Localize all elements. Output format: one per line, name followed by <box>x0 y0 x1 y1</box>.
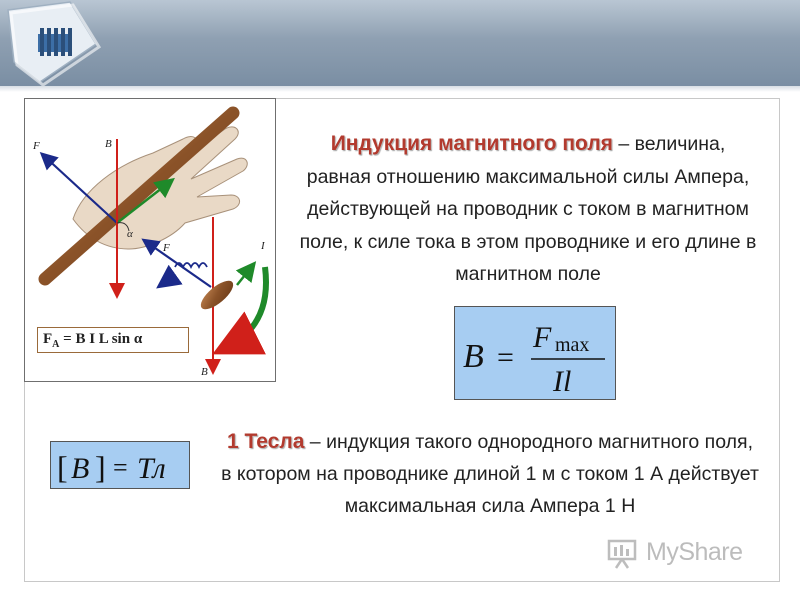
header-divider <box>0 86 800 92</box>
formula-equals: = <box>497 341 514 374</box>
induction-definition <box>296 128 760 291</box>
figure-label-current: I <box>261 240 265 252</box>
tesla-definition <box>220 426 760 522</box>
header-banner <box>0 0 800 86</box>
unit-left-bracket: [ <box>57 449 68 485</box>
unit-right-bracket: ] <box>95 449 106 485</box>
formula-denominator: Il <box>553 365 572 398</box>
induction-formula-box <box>454 306 616 400</box>
definition-text: – величина, равная отношению максимальной силы Ампера, действующей на проводник с током в магнитном поле, к силе тока в этом проводнике и его длине в магнитном поле <box>299 133 757 285</box>
unit-symbol: B <box>71 452 90 485</box>
tesla-term: 1 Тесла <box>226 430 305 453</box>
myshare-logo <box>606 536 766 570</box>
coil-emblem-icon <box>0 0 110 86</box>
force-symbol: F <box>43 331 53 347</box>
tesla-text: – индукция такого однородного магнитного поля, в котором на проводнике длиной 1 м с током 1 А действует максимальная сила Ампера 1 Н <box>221 431 759 517</box>
formula-numerator: F <box>533 321 552 354</box>
figure-label-f-top: F <box>33 140 40 152</box>
tesla-unit-box <box>50 441 190 489</box>
figure-label-f-mid: F <box>163 242 170 254</box>
formula-lhs: B <box>463 338 484 375</box>
figure-label-b-bottom: B <box>201 366 208 378</box>
logo-text: MyShare <box>646 538 743 566</box>
definition-term: Индукция магнитного поля <box>330 132 613 155</box>
unit-value: Тл <box>137 452 166 485</box>
unit-equals: = <box>113 453 128 482</box>
ampere-force-formula <box>37 327 189 353</box>
force-expression: = B I L sin α <box>59 331 143 347</box>
figure-label-alpha: α <box>127 228 133 240</box>
figure-label-b-top: B <box>105 138 112 150</box>
conductor-rod <box>45 113 233 279</box>
force-subscript: A <box>52 339 60 350</box>
formula-numerator-subscript: max <box>555 334 590 356</box>
presentation-board-icon <box>606 536 640 570</box>
